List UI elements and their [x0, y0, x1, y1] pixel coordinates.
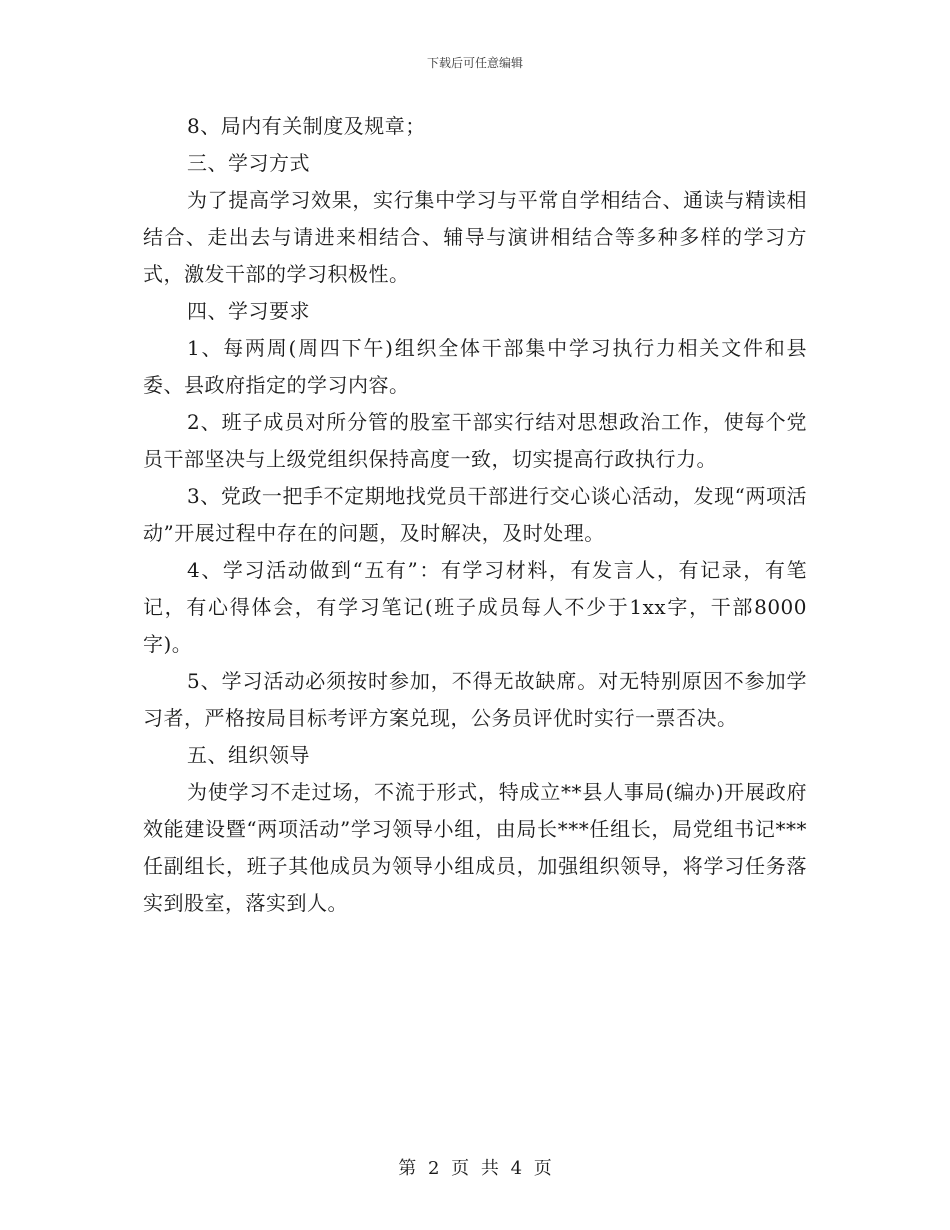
section-heading-study-requirements: 四、学习要求	[187, 299, 310, 323]
document-body	[143, 108, 807, 922]
page-number-footer: 第 2 页 共 4 页	[398, 1158, 552, 1179]
list-item-rules: 8、局内有关制度及规章；	[187, 114, 426, 138]
page-header: 下载后可任意编辑	[426, 56, 523, 70]
requirement-item-2: 2、班子成员对所分管的股室干部实行结对思想政治工作，使每个党员干部坚决与上级党组织保持高度一致，切实提高行政执行力。	[143, 410, 807, 471]
section-heading-leadership: 五、组织领导	[187, 743, 310, 767]
requirement-item-5: 5、学习活动必须按时参加，不得无故缺席。对无特别原因不参加学习者，严格按局目标考评方案兑现，公务员评优时实行一票否决。	[143, 669, 807, 730]
requirement-item-4: 4、学习活动做到“五有”：有学习材料，有发言人，有记录，有笔记，有心得体会，有学习笔记(班子成员每人不少于1xx字，干部8000字)。	[143, 558, 807, 656]
paragraph-leadership: 为使学习不走过场，不流于形式，特成立**县人事局(编办)开展政府效能建设暨“两项活动”学习领导小组，由局长***任组长，局党组书记***任副组长，班子其他成员为领导小组成员，加强组织领导，将学习任务落实到股室，落实到人。	[143, 780, 807, 915]
paragraph-study-method: 为了提高学习效果，实行集中学习与平常自学相结合、通读与精读相结合、走出去与请进来相结合、辅导与演讲相结合等多种多样的学习方式，激发干部的学习积极性。	[143, 188, 807, 286]
requirement-item-1: 1、每两周(周四下午)组织全体干部集中学习执行力相关文件和县委、县政府指定的学习内容。	[143, 336, 807, 397]
requirement-item-3: 3、党政一把手不定期地找党员干部进行交心谈心活动，发现“两项活动”开展过程中存在的问题，及时解决，及时处理。	[143, 484, 807, 545]
section-heading-study-method: 三、学习方式	[187, 151, 310, 175]
